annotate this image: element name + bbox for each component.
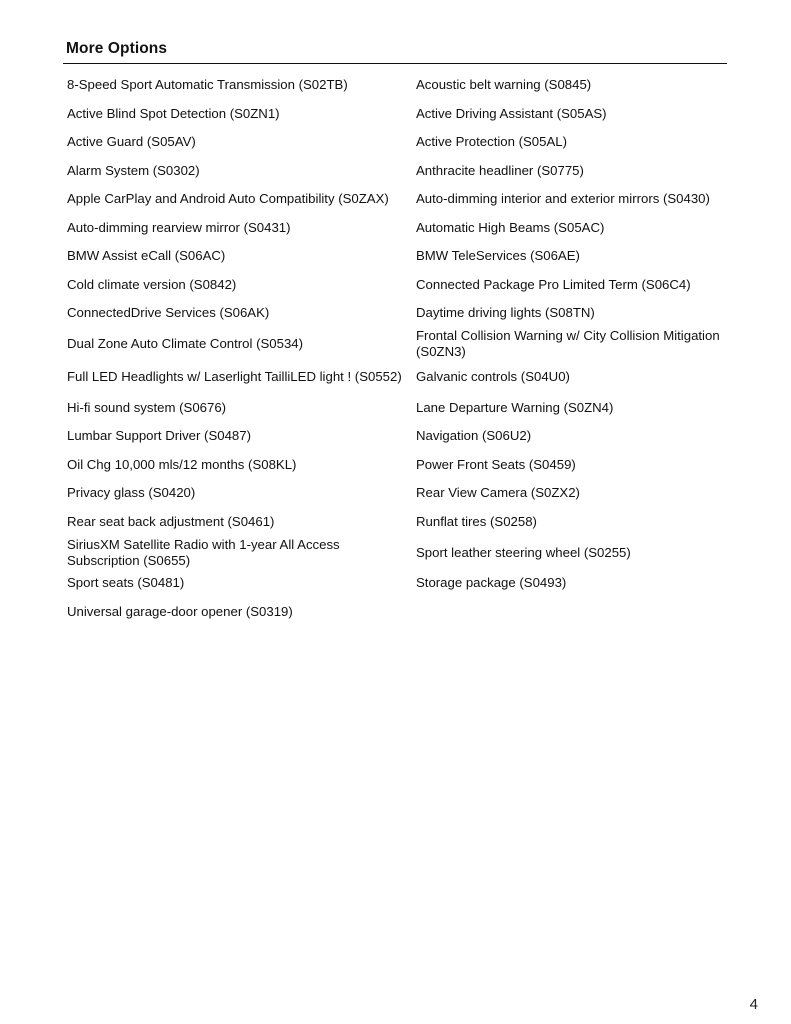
option-item: Lumbar Support Driver (S0487): [67, 428, 251, 444]
options-row: [67, 242, 727, 271]
options-row: [67, 598, 727, 627]
options-row: [67, 394, 727, 423]
option-item: BMW TeleServices (S06AE): [416, 248, 580, 264]
option-item: Auto-dimming rearview mirror (S0431): [67, 219, 291, 235]
options-row: [67, 185, 727, 214]
options-row: [67, 422, 727, 451]
title-divider: [63, 63, 727, 64]
option-item: [416, 598, 727, 627]
option-item: Runflat tires (S0258): [416, 513, 537, 529]
option-item: Rear seat back adjustment (S0461): [67, 513, 275, 529]
option-item: Active Protection (S05AL): [416, 134, 567, 150]
option-item: Automatic High Beams (S05AC): [416, 219, 605, 235]
section-title: More Options: [66, 40, 168, 57]
options-row: [67, 479, 727, 508]
option-item: Sport seats (S0481): [67, 575, 185, 591]
options-row: [67, 271, 727, 300]
option-item: Full LED Headlights w/ Laserlight TailliLED light ! (S0552): [67, 369, 402, 384]
option-item: Hi-fi sound system (S0676): [67, 399, 227, 415]
options-row: [67, 328, 727, 361]
option-item: Storage package (S0493): [416, 575, 567, 591]
options-row: [67, 214, 727, 243]
option-item: Frontal Collision Warning w/ City Collision Mitigation (S0ZN3): [416, 328, 720, 359]
options-row: [67, 100, 727, 129]
option-item: Navigation (S06U2): [416, 428, 532, 444]
option-item: Dual Zone Auto Climate Control (S0534): [67, 336, 304, 351]
options-row: [67, 536, 727, 569]
option-item: Active Guard (S05AV): [67, 134, 196, 150]
options-row: [67, 451, 727, 480]
options-row: [67, 299, 727, 328]
options-row: [67, 508, 727, 537]
options-row: [67, 157, 727, 186]
options-table: [67, 71, 727, 626]
option-item: Active Blind Spot Detection (S0ZN1): [67, 105, 280, 121]
option-item: Active Driving Assistant (S05AS): [416, 105, 607, 121]
option-item: 8-Speed Sport Automatic Transmission (S02TB): [67, 77, 348, 93]
option-item: Galvanic controls (S04U0): [416, 369, 570, 384]
option-item: Connected Package Pro Limited Term (S06C4): [416, 276, 691, 292]
page-number: 4: [749, 996, 758, 1013]
option-item: ConnectedDrive Services (S06AK): [67, 305, 270, 321]
option-item: Oil Chg 10,000 mls/12 months (S08KL): [67, 456, 297, 472]
option-item: Acoustic belt warning (S0845): [416, 77, 592, 93]
option-item: Auto-dimming interior and exterior mirrors (S0430): [416, 191, 710, 207]
option-item: SiriusXM Satellite Radio with 1-year All Access Subscription (S0655): [67, 536, 340, 568]
option-item: Power Front Seats (S0459): [416, 456, 576, 472]
option-item: Universal garage-door opener (S0319): [67, 603, 293, 619]
option-item: Apple CarPlay and Android Auto Compatibility (S0ZAX): [67, 191, 389, 207]
option-item: Daytime driving lights (S08TN): [416, 305, 595, 321]
option-item: Lane Departure Warning (S0ZN4): [416, 399, 614, 415]
option-item: BMW Assist eCall (S06AC): [67, 248, 226, 264]
options-row: [67, 361, 727, 394]
option-item: Cold climate version (S0842): [67, 276, 237, 292]
option-item: Rear View Camera (S0ZX2): [416, 485, 580, 501]
options-row: [67, 569, 727, 598]
options-row: [67, 128, 727, 157]
option-item: Alarm System (S0302): [67, 162, 200, 178]
options-row: [67, 71, 727, 100]
option-item: Privacy glass (S0420): [67, 485, 196, 501]
option-item: Anthracite headliner (S0775): [416, 162, 584, 178]
option-item: Sport leather steering wheel (S0255): [416, 544, 631, 560]
